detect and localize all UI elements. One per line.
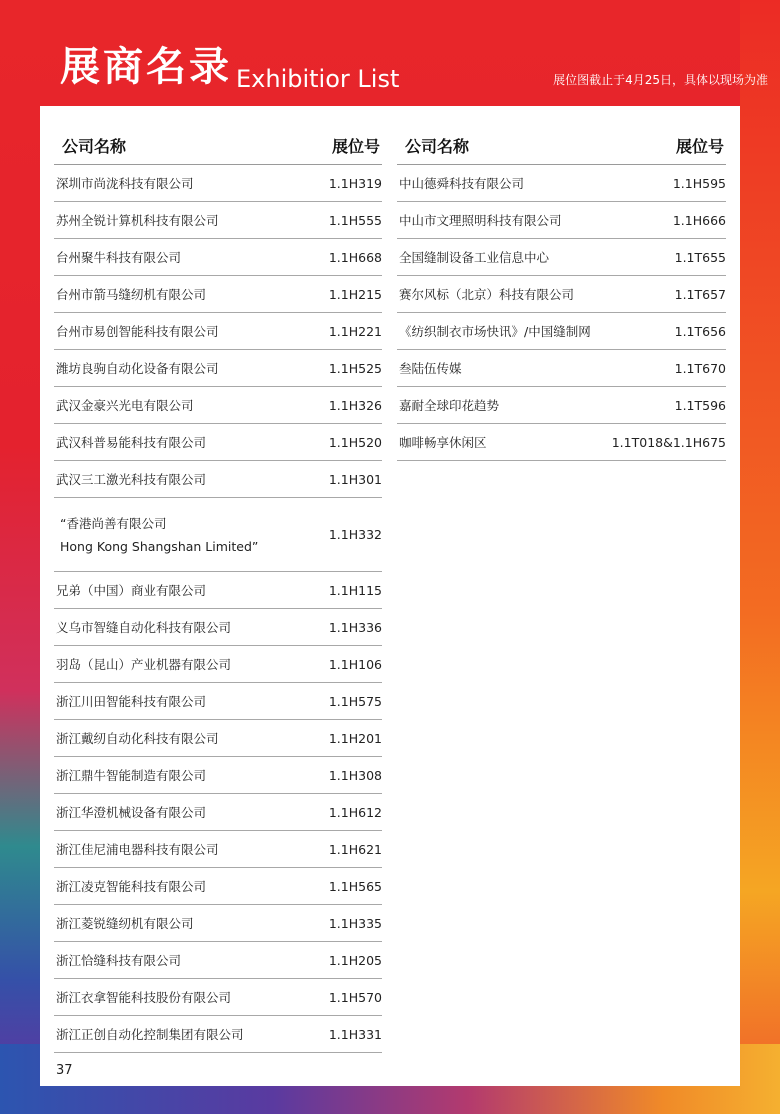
exhibitor-row (397, 239, 726, 276)
company-name: 浙江衣拿智能科技股份有限公司 (56, 990, 232, 1005)
company-name-heading: 公司名称 (62, 136, 127, 156)
booth-number: 1.1H308 (328, 767, 382, 783)
company-name: 浙江佳尼浦电器科技有限公司 (56, 842, 219, 857)
company-name: 武汉科普易能科技有限公司 (56, 435, 207, 450)
page-subtitle: Exhibitior List (236, 65, 400, 93)
booth-number: 1.1T670 (674, 360, 726, 376)
company-name: 嘉耐全球印花趋势 (399, 398, 500, 413)
exhibitor-row (54, 239, 382, 276)
company-name: 苏州全锐计算机科技有限公司 (56, 213, 219, 228)
page-number: 37 (56, 1063, 73, 1078)
exhibitor-row (397, 276, 726, 313)
exhibitor-row (54, 387, 382, 424)
booth-number: 1.1H565 (328, 878, 382, 894)
company-name: 羽岛（昆山）产业机器有限公司 (56, 657, 232, 672)
booth-number: 1.1H525 (328, 360, 382, 376)
booth-map-note: 展位图截止于4月25日，具体以现场为准 (553, 73, 768, 87)
booth-number: 1.1H575 (328, 693, 382, 709)
booth-number: 1.1H336 (328, 619, 382, 635)
company-name: 《纺织制衣市场快讯》/中国缝制网 (399, 324, 591, 339)
exhibitor-row (54, 1016, 382, 1053)
booth-number: 1.1H326 (328, 397, 382, 413)
company-name (56, 512, 258, 558)
booth-number: 1.1H221 (328, 323, 382, 339)
left-rows (54, 165, 382, 1053)
booth-number: 1.1T018&1.1H675 (611, 434, 726, 450)
company-name-line: “香港尚善有限公司 (60, 515, 167, 531)
company-name-heading: 公司名称 (405, 136, 470, 156)
company-name: 叁陆伍传媒 (399, 361, 462, 376)
booth-number: 1.1H201 (328, 730, 382, 746)
company-name: 浙江川田智能科技有限公司 (56, 694, 207, 709)
right-rows (397, 165, 726, 461)
company-name: 浙江凌克智能科技有限公司 (56, 879, 207, 894)
booth-number: 1.1H595 (672, 175, 726, 191)
exhibitor-row (54, 646, 382, 683)
exhibitor-row (54, 572, 382, 609)
booth-number: 1.1H106 (328, 656, 382, 672)
booth-number: 1.1H555 (328, 212, 382, 228)
company-name: 咖啡畅享休闲区 (399, 435, 487, 450)
exhibitor-row (54, 905, 382, 942)
booth-number: 1.1H668 (328, 249, 382, 265)
exhibitor-row (397, 424, 726, 461)
page-title: 展商名录 (60, 44, 232, 90)
company-name: 潍坊良驹自动化设备有限公司 (56, 361, 219, 376)
exhibitor-row (54, 683, 382, 720)
exhibitor-row (397, 387, 726, 424)
booth-number: 1.1H621 (328, 841, 382, 857)
exhibitor-row (397, 202, 726, 239)
exhibitor-row (54, 165, 382, 202)
exhibitor-row (54, 609, 382, 646)
exhibitor-row (397, 165, 726, 202)
exhibitor-row (54, 831, 382, 868)
booth-number: 1.1H666 (672, 212, 726, 228)
booth-number: 1.1T596 (674, 397, 726, 413)
company-name: 浙江戴纫自动化科技有限公司 (56, 731, 219, 746)
booth-number: 1.1H332 (328, 527, 382, 542)
exhibitor-row (54, 202, 382, 239)
company-name: 深圳市尚泷科技有限公司 (56, 176, 194, 191)
company-name: 赛尔风标（北京）科技有限公司 (399, 287, 575, 302)
booth-number: 1.1T656 (674, 323, 726, 339)
company-name: 兄弟（中国）商业有限公司 (56, 583, 207, 598)
company-name: 浙江正创自动化控制集团有限公司 (56, 1027, 244, 1042)
exhibitor-row (54, 498, 382, 572)
booth-number: 1.1H301 (328, 471, 382, 487)
company-name: 中山德舜科技有限公司 (399, 176, 525, 191)
left-column-header (54, 126, 382, 165)
company-name: 义乌市智缝自动化科技有限公司 (56, 620, 232, 635)
exhibitor-row (54, 757, 382, 794)
company-name: 武汉金豪兴光电有限公司 (56, 398, 194, 413)
exhibitor-row (54, 276, 382, 313)
booth-number: 1.1H205 (328, 952, 382, 968)
exhibitor-row (54, 794, 382, 831)
right-column (397, 126, 726, 461)
company-name: 浙江鼎牛智能制造有限公司 (56, 768, 207, 783)
page-header (0, 0, 780, 106)
exhibitor-row (54, 424, 382, 461)
company-name-line: Hong Kong Shangshan Limited” (60, 538, 259, 554)
company-name: 台州聚牛科技有限公司 (56, 250, 182, 265)
booth-number: 1.1H215 (328, 286, 382, 302)
exhibitor-row (397, 350, 726, 387)
company-name: 台州市箭马缝纫机有限公司 (56, 287, 207, 302)
company-name: 全国缝制设备工业信息中心 (399, 250, 550, 265)
company-name: 中山市文理照明科技有限公司 (399, 213, 562, 228)
booth-number: 1.1H612 (328, 804, 382, 820)
exhibitor-row (397, 313, 726, 350)
exhibitor-row (54, 979, 382, 1016)
booth-number: 1.1T657 (674, 286, 726, 302)
background-accent-right (740, 0, 780, 1114)
exhibitor-row (54, 868, 382, 905)
company-name: 浙江华澄机械设备有限公司 (56, 805, 207, 820)
left-column (54, 126, 382, 1053)
company-name: 浙江菱锐缝纫机有限公司 (56, 916, 194, 931)
exhibitor-row (54, 350, 382, 387)
booth-number-heading: 展位号 (675, 136, 724, 156)
exhibitor-list-sheet (40, 106, 740, 1086)
booth-number: 1.1H115 (328, 582, 382, 598)
company-name: 台州市易创智能科技有限公司 (56, 324, 219, 339)
exhibitor-row (54, 942, 382, 979)
company-name: 浙江恰缝科技有限公司 (56, 953, 182, 968)
exhibitor-row (54, 461, 382, 498)
booth-number: 1.1T655 (674, 249, 726, 265)
booth-number: 1.1H570 (328, 989, 382, 1005)
company-name: 武汉三工激光科技有限公司 (56, 472, 207, 487)
booth-number: 1.1H319 (328, 175, 382, 191)
booth-number: 1.1H331 (328, 1026, 382, 1042)
exhibitor-row (54, 720, 382, 757)
booth-number: 1.1H520 (328, 434, 382, 450)
exhibitor-row (54, 313, 382, 350)
booth-number-heading: 展位号 (331, 136, 380, 156)
booth-number: 1.1H335 (328, 915, 382, 931)
right-column-header (397, 126, 726, 165)
